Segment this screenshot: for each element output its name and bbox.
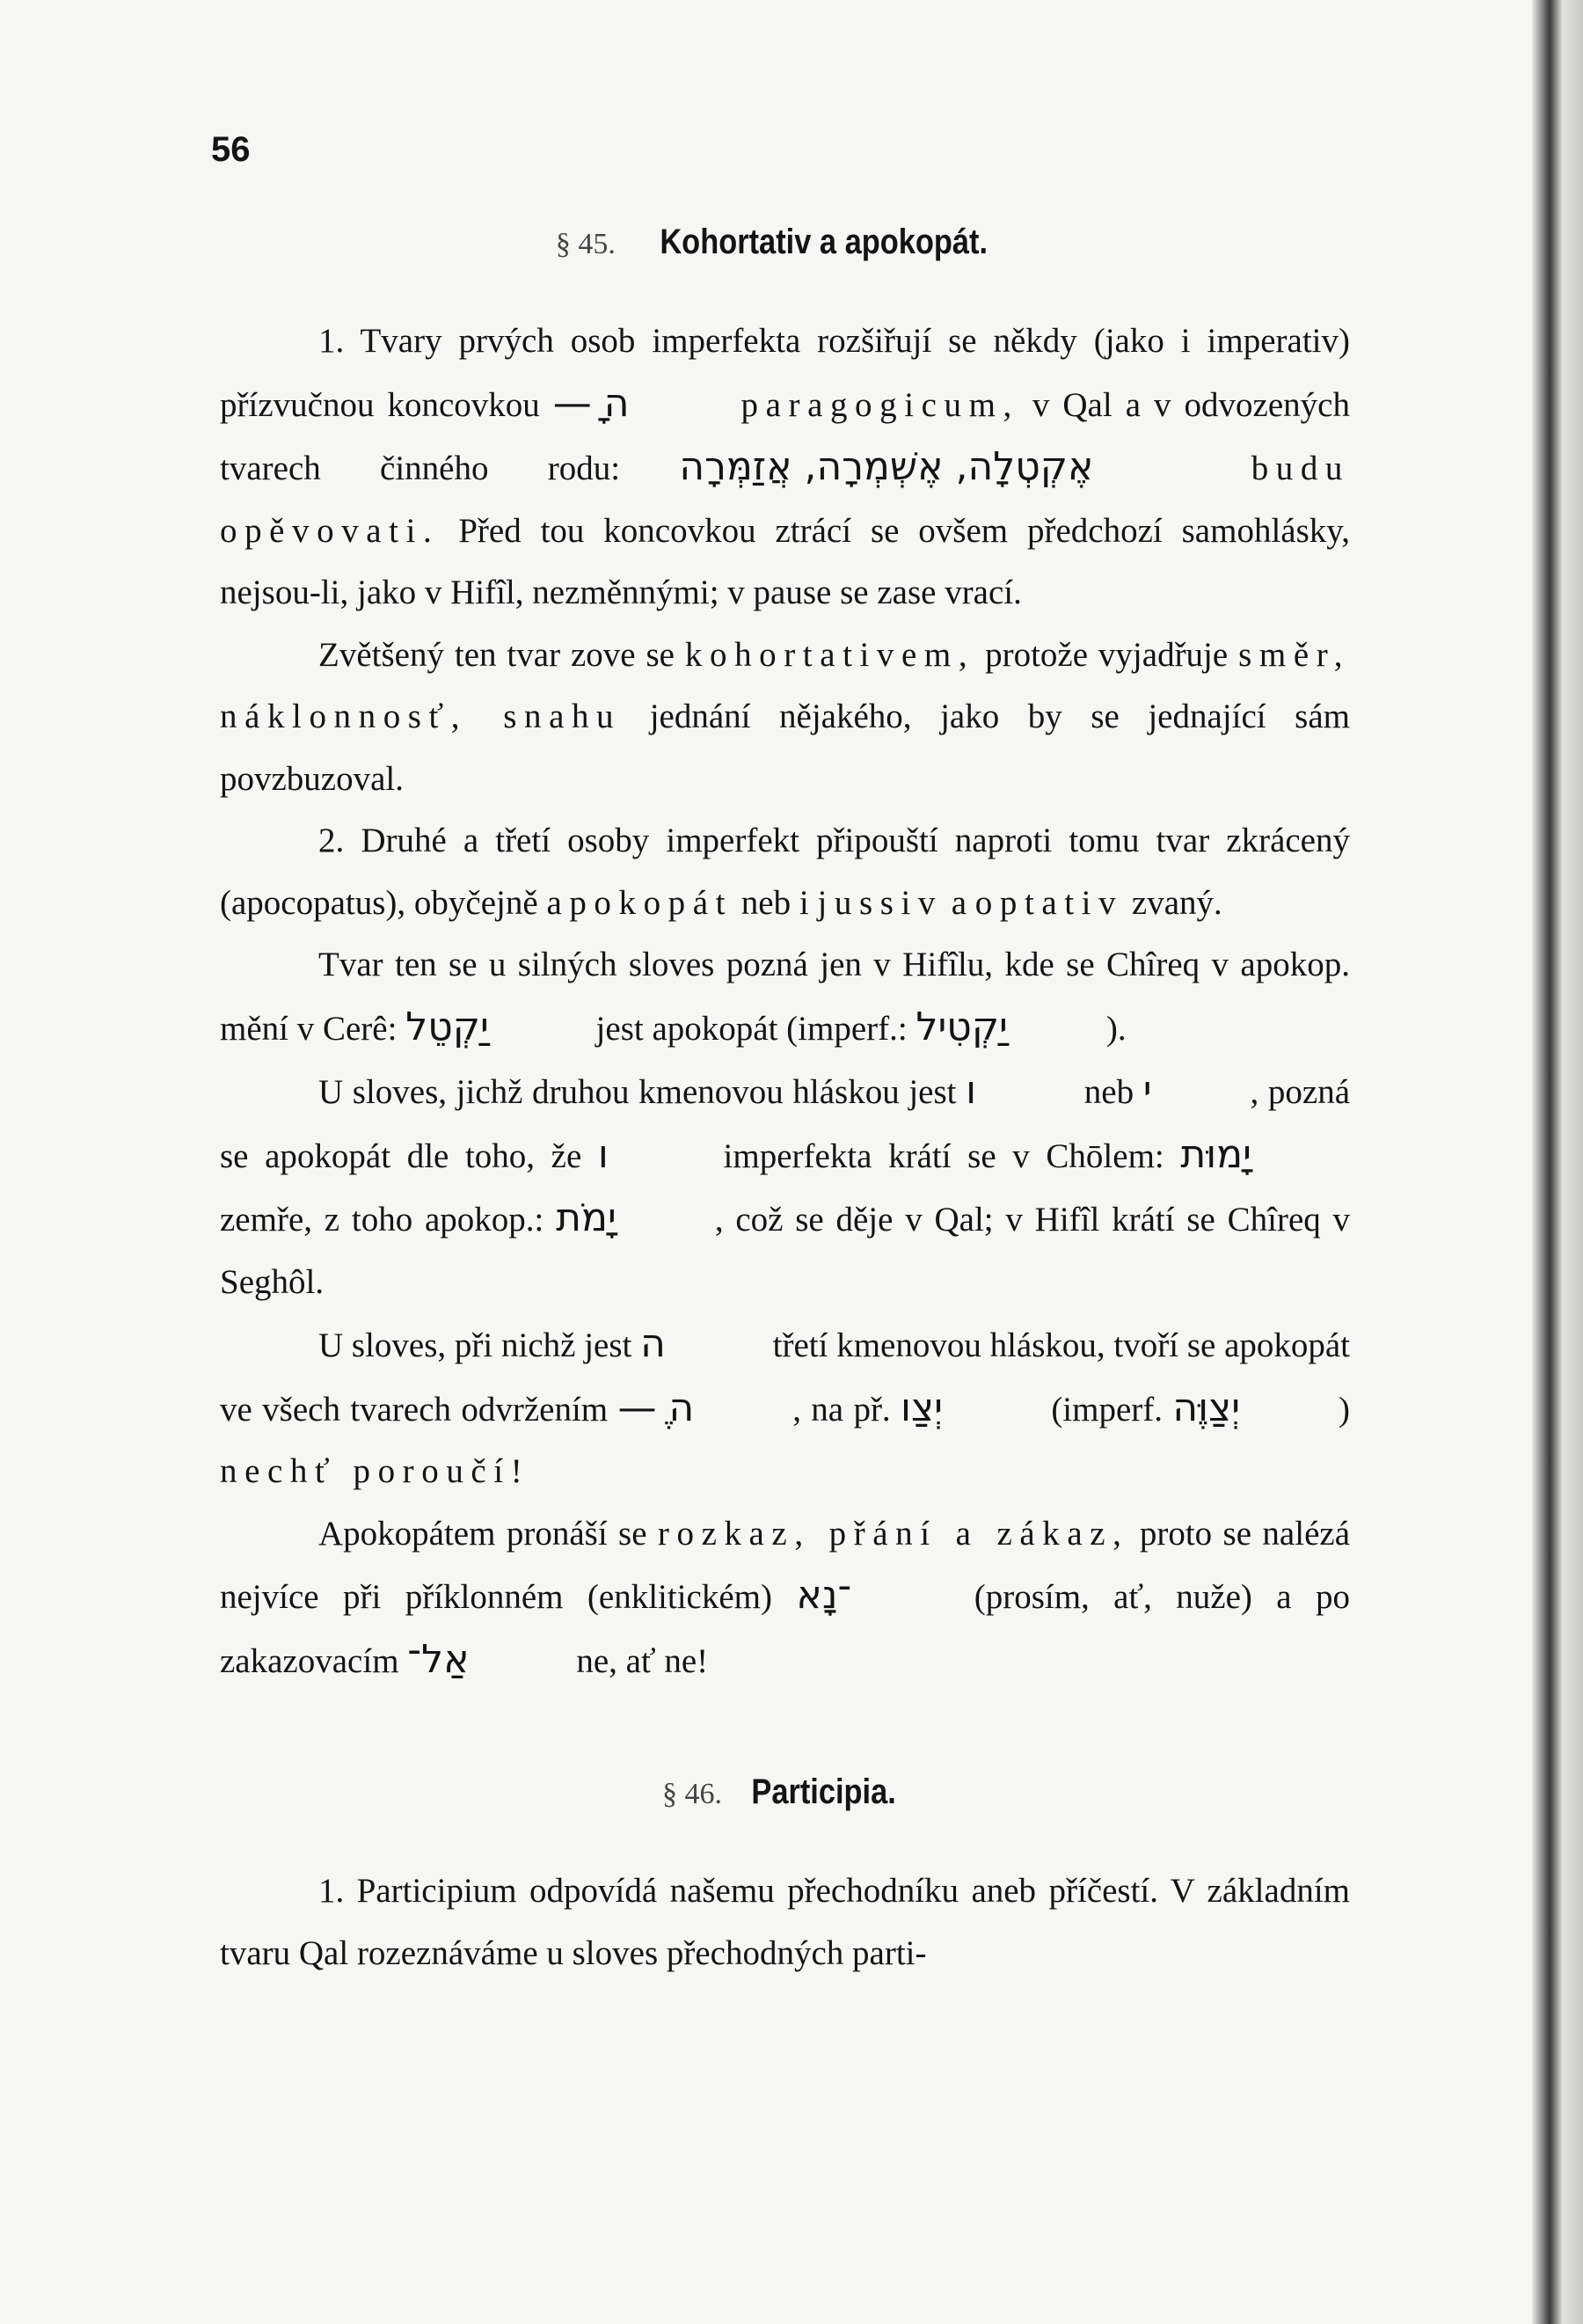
hebrew-word: יָמֹת [556, 1195, 616, 1240]
paragraph-6 [220, 1313, 1350, 1503]
hebrew-examples: אֶקְטְלָה, אֶשְׁמְרָה, אֲזַמְּרָה [679, 444, 1094, 489]
page-number: 56 [211, 130, 251, 169]
text-run: ). [1105, 1009, 1127, 1048]
text-run: U sloves, jichž druhou kmenovou hláskou jest [318, 1073, 957, 1111]
emphasized-translation: nechť poroučí! [220, 1452, 530, 1490]
hebrew-letter: ה [640, 1321, 666, 1366]
text-run: a [951, 883, 967, 922]
hebrew-ending: ה ֶ— [617, 1385, 695, 1430]
hebrew-particle: אַל־ [407, 1636, 470, 1682]
hebrew-particle: ־נָא [796, 1573, 852, 1618]
text-run: 1. Tvary prvých osob imperfekta rozšiřují se někdy (jako i imperativ) přízvučnou koncovkou [220, 322, 1350, 424]
text-run: ne, ať ne! [576, 1641, 709, 1680]
text-run: , což se děje v Qal; v Hifîl krátí se Chîreq v Seghôl. [220, 1201, 1351, 1301]
text-run: Před tou koncovkou ztrácí se ovšem předchozí samohlásky, nejsou-li, jako v Hifîl, nezměnnými; v pause se zase vrací. [220, 511, 1350, 611]
text-run: (imperf. [1051, 1390, 1164, 1429]
text-run: jest apokopát (imperf.: [595, 1009, 908, 1048]
emphasized-term: paragogicum, [740, 385, 1019, 424]
hebrew-word: יְצַו [901, 1385, 943, 1430]
paragraph-5 [220, 1060, 1350, 1313]
text-run: Apokopátem pronáší se [318, 1514, 647, 1553]
text-run: neb i [740, 883, 809, 922]
text-run: U sloves, při nichž jest [318, 1326, 632, 1364]
text-run: 2. Druhé a třetí osoby imperfekt připouští naproti tomu tvar zkrácený (apocopatus), obyčejně [220, 822, 1350, 922]
hebrew-letter: י [1142, 1068, 1152, 1113]
text-run: Zvětšený ten tvar zove se [318, 635, 675, 674]
text-run: v Qal a v odvozených tvarech činného rodu: [220, 385, 1350, 487]
paragraph-7 [220, 1503, 1350, 1693]
emphasized-term: kohortativem, [684, 635, 975, 674]
section-45-heading [220, 211, 1350, 275]
emphasized-term: jussiv [817, 883, 943, 922]
section-46-heading [220, 1761, 1350, 1825]
text-run: imperfekta krátí se v Chōlem: [723, 1136, 1164, 1175]
section-title: Participia. [751, 1772, 896, 1811]
text-run: protože vyjadřuje [985, 635, 1229, 674]
hebrew-letter: ו [966, 1068, 977, 1113]
section-title: Kohortativ a apokopát. [660, 223, 988, 261]
hebrew-word: יַקְטִיל [916, 1004, 1008, 1049]
book-spine-edge [1532, 0, 1583, 2324]
hebrew-word: יָמוּת [1180, 1131, 1252, 1177]
text-run: Tvar ten se u silných sloves pozná jen v Hifîlu, kde se Chîreq v apokop. mění v Cerê: [220, 946, 1350, 1048]
hebrew-word: יַקְטֵל [405, 1004, 489, 1049]
hebrew-word: יְצַוֶּה [1172, 1385, 1241, 1430]
hebrew-letter: ו [597, 1131, 609, 1177]
text-run: zemře, z toho apokop.: [220, 1201, 544, 1239]
text-run: třetí kmenovou hláskou, tvoří se apokopát ve všech tvarech odvržením [220, 1326, 1351, 1429]
paragraph-2 [220, 625, 1350, 811]
paragraph-3 [220, 810, 1350, 934]
section-number: § 46. [662, 1778, 723, 1810]
text-run: proto se nalézá nejvíce při příklonném (enklitickém) [220, 1514, 1351, 1616]
text-run: ) [1339, 1390, 1351, 1429]
emphasized-term: apokopát [546, 883, 733, 922]
emphasized-term: rozkaz, přání a zákaz, [657, 1514, 1129, 1553]
paragraph-4 [220, 934, 1350, 1060]
text-run: zvaný. [1131, 883, 1222, 922]
emphasized-term: optativ [974, 883, 1124, 922]
page-content [220, 211, 1350, 1984]
section-number: § 45. [555, 228, 616, 260]
hebrew-ending: ה ָ— [552, 380, 630, 426]
text-run: neb [1083, 1073, 1134, 1111]
paragraph-1 [220, 311, 1350, 625]
text-run: (prosím, ať, nuže) a po zakazovacím [220, 1578, 1351, 1680]
text-run: , pozná se apokopát dle toho, že [220, 1073, 1351, 1175]
text-run: , na př. [792, 1390, 891, 1429]
emphasized-translation: budu opěvovati. [220, 449, 1351, 550]
text-run: jednání nějakého, jako by se jednající sám povzbuzoval. [220, 698, 1350, 798]
emphasized-term: směr, náklonnosť, snahu [220, 635, 1351, 735]
paragraph-8: 1. Participium odpovídá našemu přechodníku aneb příčestí. V základním tvaru Qal rozeznáváme u sloves přechodných parti- [220, 1872, 1350, 1972]
